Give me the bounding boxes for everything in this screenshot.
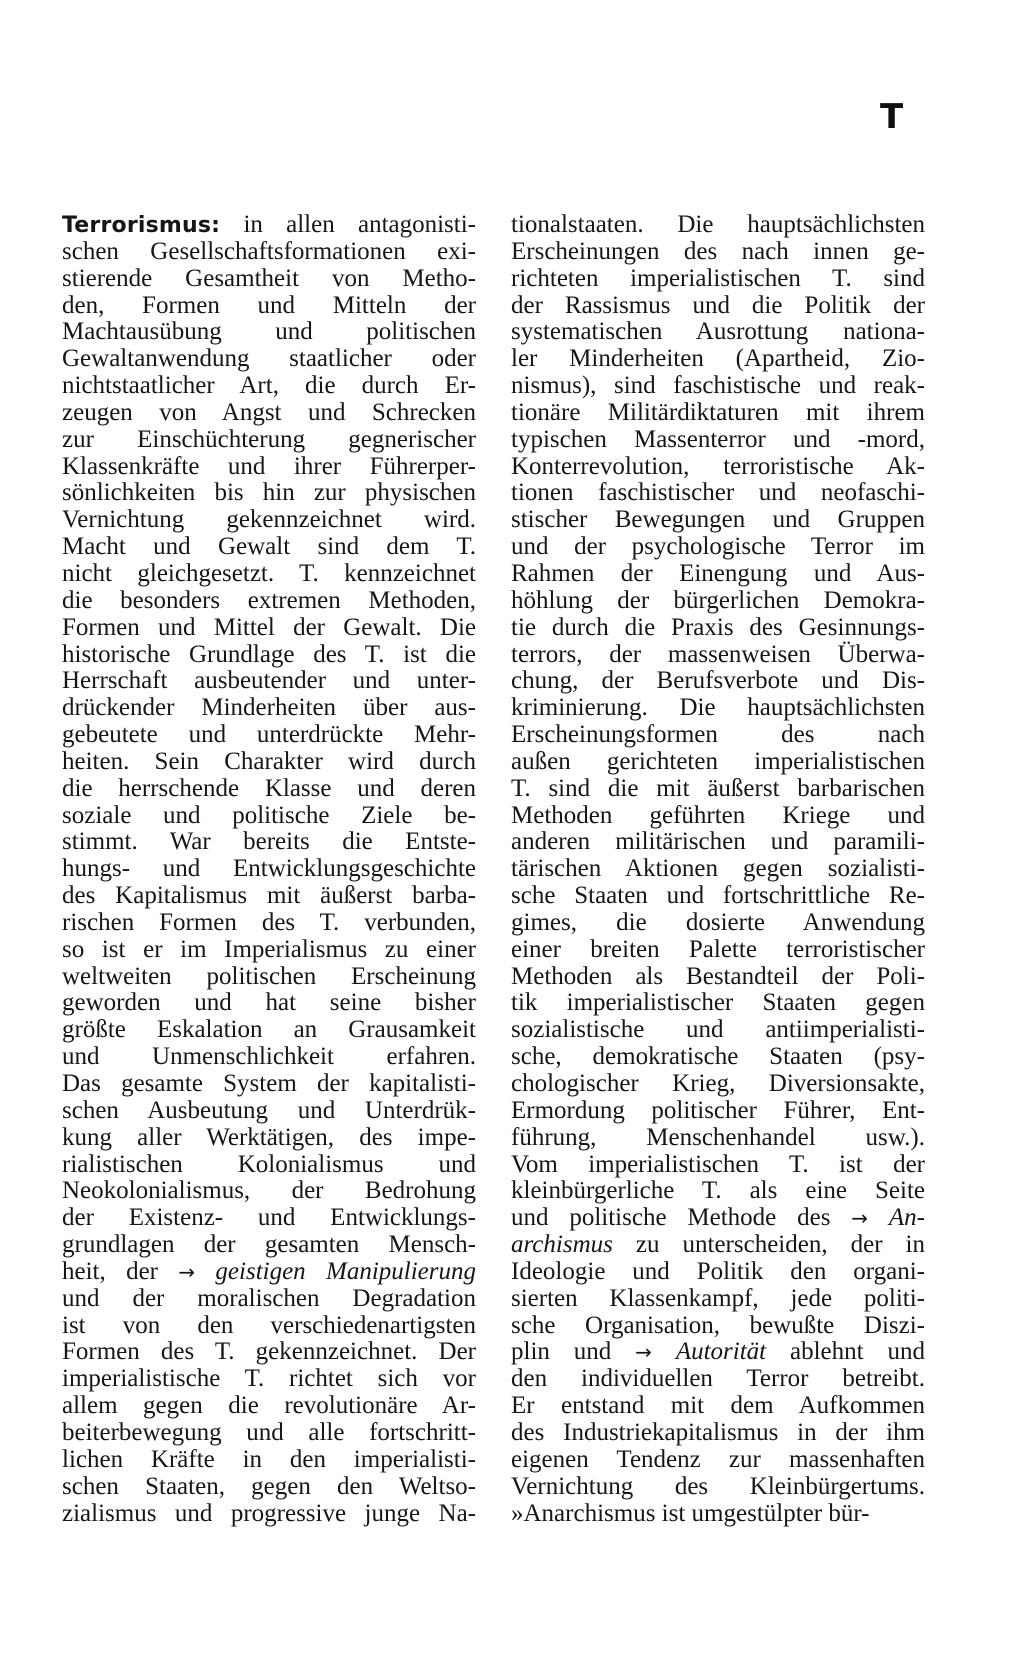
text-line: sozialistische und antiimperialisti- xyxy=(511,1016,925,1044)
text-line: schen Staaten, gegen den Weltso- xyxy=(62,1472,476,1500)
cross-reference-anarchismus-continued[interactable]: archismus xyxy=(511,1231,613,1259)
text-line: Vom imperialistischen T. ist der xyxy=(511,1150,925,1178)
section-letter: T xyxy=(880,97,904,137)
text-line: lichen Kräfte in den imperialisti- xyxy=(62,1445,476,1473)
text-line: anderen militärischen und paramili- xyxy=(511,828,925,856)
text-line: allem gegen die revolutionäre Ar- xyxy=(62,1392,476,1420)
text-line: geworden und hat seine bisher xyxy=(62,989,476,1017)
text-line: systematischen Ausrottung nationa- xyxy=(511,318,925,346)
text-line: chologischer Krieg, Diversionsakte, xyxy=(511,1070,925,1097)
line-text: heit, der xyxy=(62,1257,179,1285)
text-line: einer breiten Palette terroristischer xyxy=(511,935,925,963)
text-line: eigenen Tendenz zur massenhaften xyxy=(511,1445,925,1473)
text-line: tärischen Aktionen gegen sozialisti- xyxy=(511,855,925,883)
text-line: tionalstaaten. Die hauptsächlichsten xyxy=(511,211,925,238)
text-line: zur Einschüchterung gegnerischer xyxy=(62,425,476,453)
text-line: Klassenkräfte und ihrer Führerper- xyxy=(62,452,476,480)
cross-reference-anarchismus[interactable]: An- xyxy=(888,1204,925,1232)
text-line: tie durch die Praxis des Gesinnungs- xyxy=(511,613,925,641)
text-line: des Kapitalismus mit äußerst barba- xyxy=(62,882,476,910)
text-line xyxy=(511,1232,925,1259)
text-line: Formen des T. gekennzeichnet. Der xyxy=(62,1338,476,1366)
entry-column-left xyxy=(62,212,476,1527)
text-line: Ermordung politischer Führer, Ent- xyxy=(511,1096,925,1124)
text-line xyxy=(62,1259,476,1286)
text-line: gimes, die dosierte Anwendung xyxy=(511,908,925,936)
text-line: sönlichkeiten bis hin zur physischen xyxy=(62,479,476,507)
text-line: höhlung der bürgerlichen Demokra- xyxy=(511,586,925,614)
text-line: grundlagen der gesamten Mensch- xyxy=(62,1231,476,1259)
text-line: Vernichtung gekennzeichnet wird. xyxy=(62,506,476,534)
text-line: kleinbürgerliche T. als eine Seite xyxy=(511,1177,925,1205)
text-line: die herrschende Klasse und deren xyxy=(62,774,476,802)
text-line xyxy=(62,212,476,239)
text-line: Gewaltanwendung staatlicher oder xyxy=(62,345,476,373)
text-line: Das gesamte System der kapitalisti- xyxy=(62,1070,476,1097)
text-line: stimmt. War bereits die Entste- xyxy=(62,828,476,856)
text-line: T. sind die mit äußerst barbarischen xyxy=(511,774,925,802)
text-line: rischen Formen des T. verbunden, xyxy=(62,908,476,936)
text-line: Macht und Gewalt sind dem T. xyxy=(62,533,476,561)
text-line: den, Formen und Mitteln der xyxy=(62,291,476,319)
cross-reference-arrow-icon: → xyxy=(178,1259,196,1284)
cross-reference-arrow-icon: → xyxy=(635,1340,652,1365)
text-line xyxy=(511,1205,925,1232)
text-line: größte Eskalation an Grausamkeit xyxy=(62,1016,476,1044)
text-line: und der psychologische Terror im xyxy=(511,533,925,561)
text-line: Neokolonialismus, der Bedrohung xyxy=(62,1177,476,1205)
text-line: weltweiten politischen Erscheinung xyxy=(62,962,476,990)
text-line: tionen faschistischer und neofaschi- xyxy=(511,479,925,507)
text-line: ist von den verschiedenartigsten xyxy=(62,1311,476,1339)
text-line: typischen Massenterror und -mord, xyxy=(511,425,925,453)
text-line: rialistischen Kolonialismus und xyxy=(62,1150,476,1178)
text-line: sche, demokratische Staaten (psy- xyxy=(511,1043,925,1071)
text-line: heiten. Sein Charakter wird durch xyxy=(62,747,476,775)
cross-reference-geistige-manipulierung[interactable]: geistigen Manipulierung xyxy=(215,1257,476,1285)
text-line: sche Organisation, bewußte Diszi- xyxy=(511,1311,925,1339)
text-line: beiterbewegung und alle fortschritt- xyxy=(62,1418,476,1446)
text-line: richteten imperialistischen T. sind xyxy=(511,264,925,292)
text-line: den individuellen Terror betreibt. xyxy=(511,1365,925,1393)
text-line: stierende Gesamtheit von Metho- xyxy=(62,264,476,292)
text-line: nichtstaatlicher Art, die durch Er- xyxy=(62,372,476,400)
text-line: soziale und politische Ziele be- xyxy=(62,801,476,829)
text-line: chung, der Berufsverbote und Dis- xyxy=(511,667,925,695)
text-line: Konterrevolution, terroristische Ak- xyxy=(511,452,925,480)
text-line: außen gerichteten imperialistischen xyxy=(511,747,925,775)
line-text: und politische Methode des xyxy=(511,1204,852,1232)
text-line: und der moralischen Degradation xyxy=(62,1284,476,1312)
text-line: Rahmen der Einengung und Aus- xyxy=(511,559,925,587)
text-line: drückender Minderheiten über aus- xyxy=(62,694,476,722)
text-line: und Unmenschlichkeit erfahren. xyxy=(62,1043,476,1071)
text-line: ler Minderheiten (Apartheid, Zio- xyxy=(511,345,925,373)
text-line: tionäre Militärdiktaturen mit ihrem xyxy=(511,398,925,426)
text-line: der Rassismus und die Politik der xyxy=(511,291,925,319)
text-line: so ist er im Imperialismus zu einer xyxy=(62,935,476,963)
text-line: Machtausübung und politischen xyxy=(62,318,476,346)
text-line: führung, Menschenhandel usw.). xyxy=(511,1123,925,1151)
text-line: zialismus und progressive junge Na- xyxy=(62,1499,476,1527)
text-line: Vernichtung des Kleinbürgertums. xyxy=(511,1472,925,1500)
text-line: terrors, der massenweisen Überwa- xyxy=(511,640,925,668)
cross-reference-arrow-icon: → xyxy=(851,1206,869,1231)
line-text: in allen antagonisti- xyxy=(220,211,476,238)
text-line: die besonders extremen Methoden, xyxy=(62,586,476,614)
text-line: Ideologie und Politik den organi- xyxy=(511,1257,925,1285)
text-line: historische Grundlage des T. ist die xyxy=(62,640,476,668)
cross-reference-autoritaet[interactable]: Autorität xyxy=(675,1338,767,1366)
text-line: gebeutete und unterdrückte Mehr- xyxy=(62,721,476,749)
text-line: kriminierung. Die hauptsächlichsten xyxy=(511,694,925,722)
text-line: hungs- und Entwicklungsgeschichte xyxy=(62,855,476,883)
text-line: kung aller Werktätigen, des impe- xyxy=(62,1123,476,1151)
line-text: plin und xyxy=(511,1338,636,1366)
line-text: zu unterscheiden, der in xyxy=(612,1231,925,1259)
text-line: schen Gesellschaftsformationen exi- xyxy=(62,237,476,265)
text-line: sche Staaten und fortschrittliche Re- xyxy=(511,882,925,910)
text-line: Formen und Mittel der Gewalt. Die xyxy=(62,613,476,641)
line-text: ablehnt und xyxy=(766,1338,925,1366)
text-line: imperialistische T. richtet sich vor xyxy=(62,1365,476,1393)
text-line: nismus), sind faschistische und reak- xyxy=(511,372,925,400)
text-line: Erscheinungen des nach innen ge- xyxy=(511,237,925,265)
text-line: tik imperialistischer Staaten gegen xyxy=(511,989,925,1017)
text-line: Er entstand mit dem Aufkommen xyxy=(511,1392,925,1420)
text-line: des Industriekapitalismus in der ihm xyxy=(511,1418,925,1446)
headword: Terrorismus: xyxy=(62,213,221,238)
text-line: Erscheinungsformen des nach xyxy=(511,721,925,749)
text-line: sierten Klassenkampf, jede politi- xyxy=(511,1284,925,1312)
text-line xyxy=(511,1339,925,1366)
text-line: Methoden geführten Kriege und xyxy=(511,801,925,829)
text-line: schen Ausbeutung und Unterdrük- xyxy=(62,1096,476,1124)
text-line: der Existenz- und Entwicklungs- xyxy=(62,1204,476,1232)
text-line: nicht gleichgesetzt. T. kennzeichnet xyxy=(62,559,476,587)
text-line: »Anarchismus ist umgestülpter bür- xyxy=(511,1499,870,1527)
entry-column-right xyxy=(511,212,925,1527)
text-line: Methoden als Bestandteil der Poli- xyxy=(511,962,925,990)
text-line: stischer Bewegungen und Gruppen xyxy=(511,506,925,534)
text-line: zeugen von Angst und Schrecken xyxy=(62,398,476,426)
text-line: Herrschaft ausbeutender und unter- xyxy=(62,667,476,695)
